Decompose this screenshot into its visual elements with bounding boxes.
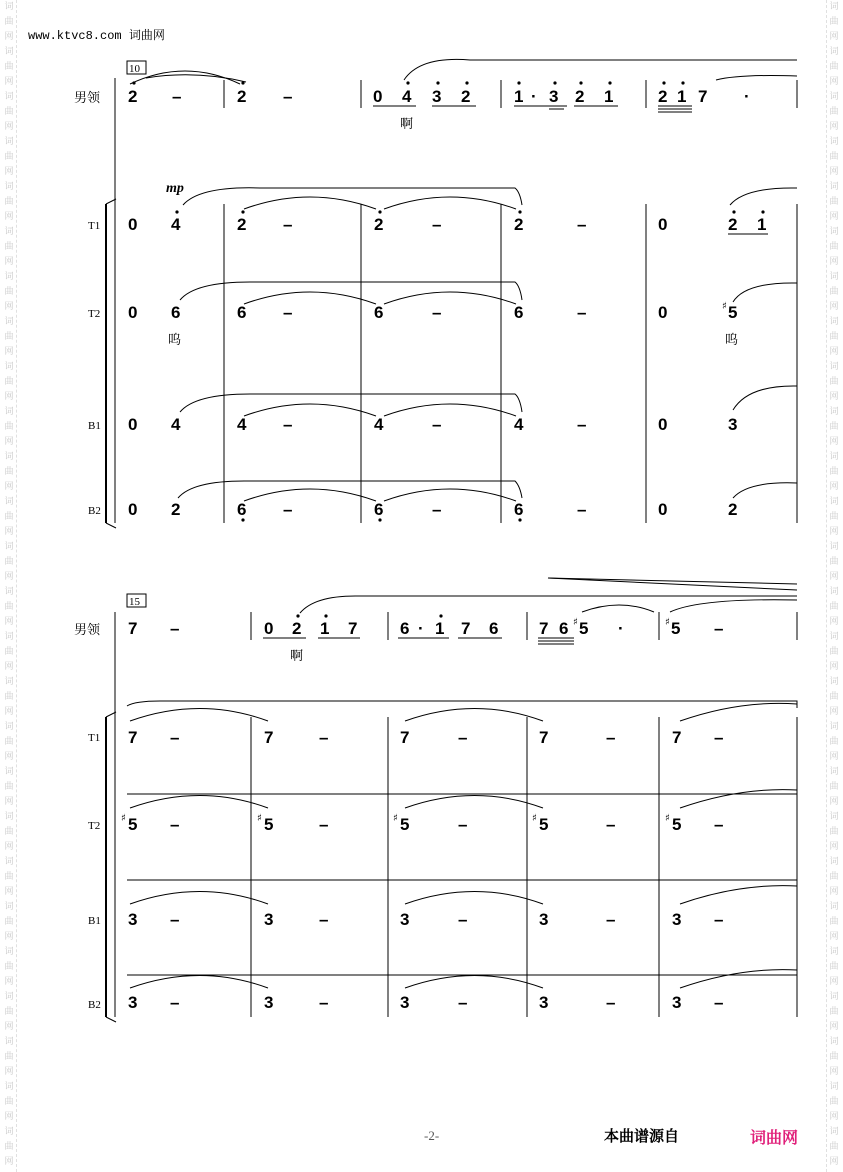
note: 7 (698, 87, 708, 106)
note: 2 (514, 215, 524, 234)
note: 1 (435, 619, 445, 638)
dot: · (618, 619, 624, 638)
sharp-sign: ♯ (121, 813, 126, 824)
note: 3 (728, 415, 738, 434)
sharp-sign: ♯ (665, 617, 670, 628)
note: 5 (579, 619, 589, 638)
footer-source-text: 本曲谱源自 (604, 1128, 680, 1145)
dash: – (170, 728, 180, 747)
note: 5 (671, 619, 681, 638)
dash: – (283, 87, 293, 106)
note: 7 (128, 728, 138, 747)
dash: – (170, 910, 180, 929)
sharp-sign: ♯ (665, 813, 670, 824)
note: 7 (461, 619, 471, 638)
note: 0 (128, 415, 138, 434)
dash: – (432, 415, 442, 434)
note: 4 (171, 415, 181, 434)
note: 6 (514, 500, 524, 519)
note: 6 (489, 619, 499, 638)
note: 3 (432, 87, 442, 106)
note: 0 (658, 500, 668, 519)
note: 6 (237, 500, 247, 519)
dash: – (577, 215, 587, 234)
dash: – (319, 993, 329, 1012)
note: 7 (400, 728, 410, 747)
note: 2 (461, 87, 471, 106)
note: 0 (373, 87, 383, 106)
note: 7 (348, 619, 358, 638)
voice-label-t1-2: T1 (88, 732, 101, 744)
note: 2 (237, 87, 247, 106)
note: 3 (128, 993, 138, 1012)
dash: – (577, 500, 587, 519)
dash: – (432, 215, 442, 234)
dot: · (744, 87, 750, 106)
lyric-wu-2: 呜 (725, 333, 739, 348)
dash: – (319, 728, 329, 747)
voice-label-b1-2: B1 (88, 915, 101, 927)
dash: – (283, 500, 293, 519)
dash: – (714, 619, 724, 638)
note: 4 (514, 415, 524, 434)
watermark-left: 词 曲 网 词 曲 网 词 曲 网 词 曲 网 词 曲 网 词 曲 网 词 曲 网 词 曲 网 词 曲 网 词 曲 网 词 曲 网 词 曲 网 词 曲 网 词 曲 网 词 曲 网 词 曲 网 词 曲 网 词 曲 网 词 曲 网 词 曲 网 词 曲 网 词 曲 网 词 曲 网 词 曲 网 词 曲 网 词 曲 网 (2, 0, 17, 1172)
note: 3 (128, 910, 138, 929)
note: 2 (292, 619, 302, 638)
voice-label-t1: T1 (88, 220, 101, 232)
lyric-ah: 啊 (400, 117, 414, 132)
note: 6 (374, 303, 384, 322)
sharp-sign: ♯ (722, 301, 727, 312)
dynamic-mp: mp (166, 181, 184, 196)
dash: – (170, 815, 180, 834)
dash: – (283, 215, 293, 234)
dash: – (458, 910, 468, 929)
note: 2 (728, 500, 738, 519)
note: 2 (171, 500, 181, 519)
voice-label-b2: B2 (88, 505, 101, 517)
note: 5 (728, 303, 738, 322)
sharp-sign: ♯ (257, 813, 262, 824)
lyric-ah-2: 啊 (290, 649, 304, 664)
voice-label-b1: B1 (88, 420, 101, 432)
note: 7 (672, 728, 682, 747)
voice-label-t2: T2 (88, 308, 101, 320)
note: 0 (128, 215, 138, 234)
dash: – (458, 815, 468, 834)
note: 6 (514, 303, 524, 322)
note: 0 (128, 303, 138, 322)
sharp-sign: ♯ (393, 813, 398, 824)
note: 7 (539, 728, 549, 747)
note: 2 (728, 215, 738, 234)
voice-label-lead-2: 男领 (74, 622, 101, 637)
note: 5 (128, 815, 138, 834)
dash: – (432, 500, 442, 519)
note: 1 (757, 215, 767, 234)
note: 1 (514, 87, 524, 106)
note: 5 (264, 815, 274, 834)
note: 5 (400, 815, 410, 834)
note: 3 (400, 910, 410, 929)
dash: – (577, 303, 587, 322)
note: 2 (374, 215, 384, 234)
note: 6 (400, 619, 410, 638)
note: 3 (264, 910, 274, 929)
dash: – (714, 993, 724, 1012)
voice-label-t2-2: T2 (88, 820, 101, 832)
note: 0 (658, 215, 668, 234)
note: 1 (677, 87, 687, 106)
note: 3 (539, 993, 549, 1012)
dash: – (606, 993, 616, 1012)
note: 2 (128, 87, 138, 106)
note: 7 (128, 619, 138, 638)
dash: – (714, 910, 724, 929)
note: 6 (171, 303, 181, 322)
lyric-wu: 呜 (168, 333, 182, 348)
dash: – (606, 910, 616, 929)
note: 6 (374, 500, 384, 519)
note: 3 (672, 910, 682, 929)
dash: – (172, 87, 182, 106)
note: 5 (672, 815, 682, 834)
footer-brand-link[interactable]: 词曲网 (750, 1130, 799, 1147)
sharp-sign: ♯ (573, 617, 578, 628)
dash: – (458, 993, 468, 1012)
dash: – (714, 815, 724, 834)
sharp-sign: ♯ (532, 813, 537, 824)
note: 4 (374, 415, 384, 434)
note: 5 (539, 815, 549, 834)
measure-number-10: 10 (129, 63, 140, 75)
dash: – (714, 728, 724, 747)
note: 7 (264, 728, 274, 747)
voice-label-lead: 男领 (74, 90, 101, 105)
measure-number-15: 15 (129, 596, 140, 608)
dash: – (458, 728, 468, 747)
note: 2 (658, 87, 668, 106)
dot: · (418, 619, 424, 638)
note: 3 (400, 993, 410, 1012)
note: 6 (559, 619, 569, 638)
note: 1 (604, 87, 614, 106)
dash: – (432, 303, 442, 322)
dash: – (319, 910, 329, 929)
note: 3 (264, 993, 274, 1012)
note: 0 (264, 619, 274, 638)
note: 1 (320, 619, 330, 638)
dash: – (170, 619, 180, 638)
voice-label-b2-2: B2 (88, 999, 101, 1011)
note: 3 (549, 87, 559, 106)
dash: – (606, 815, 616, 834)
dash: – (577, 415, 587, 434)
dash: – (170, 993, 180, 1012)
dash: – (283, 415, 293, 434)
note: 3 (539, 910, 549, 929)
dash: – (319, 815, 329, 834)
watermark-right: 词 曲 网 词 曲 网 词 曲 网 词 曲 网 词 曲 网 词 曲 网 词 曲 网 词 曲 网 词 曲 网 词 曲 网 词 曲 网 词 曲 网 词 曲 网 词 曲 网 词 曲 网 词 曲 网 词 曲 网 词 曲 网 词 曲 网 词 曲 网 词 曲 网 词 曲 网 词 曲 网 词 曲 网 词 曲 网 词 曲 网 (826, 0, 841, 1172)
page-number: -2- (424, 1128, 440, 1143)
note: 2 (237, 215, 247, 234)
note: 4 (402, 87, 412, 106)
note: 4 (171, 215, 181, 234)
note: 2 (575, 87, 585, 106)
note: 6 (237, 303, 247, 322)
site-header: www.ktvc8.com 词曲网 (28, 29, 165, 43)
note: 0 (658, 415, 668, 434)
note: 4 (237, 415, 247, 434)
dash: – (606, 728, 616, 747)
dot: · (531, 87, 537, 106)
note: 3 (672, 993, 682, 1012)
note: 0 (658, 303, 668, 322)
dash: – (283, 303, 293, 322)
note: 7 (539, 619, 549, 638)
note: 0 (128, 500, 138, 519)
